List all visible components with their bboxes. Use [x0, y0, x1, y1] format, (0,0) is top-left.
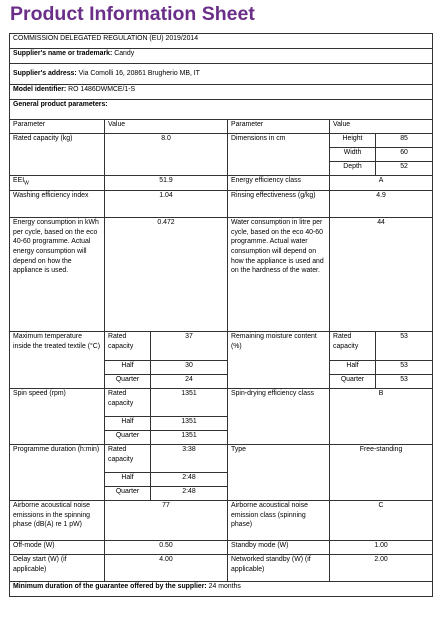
column-header-row: [10, 120, 433, 134]
supplier-label: Supplier's name or trademark:: [13, 50, 113, 57]
supplier-row: [10, 49, 433, 64]
spin-quarter: 1351: [151, 431, 228, 445]
delay-start-label: Delay start (W) (if applicable): [10, 555, 105, 582]
regulation-text: COMMISSION DELEGATED REGULATION (EU) 2019/2014: [10, 34, 433, 49]
washing-row: [10, 191, 433, 218]
moisture-half-label: Half: [330, 361, 376, 375]
guarantee-row: [10, 582, 433, 597]
rated-capacity-value: 8.0: [105, 134, 228, 176]
value-header-left: Value: [105, 120, 228, 134]
energy-cons-label: Energy consumption in kWh per cycle, based on the eco 40-60 programme. Actual energy consumption will depend on how the appliance is used.: [10, 218, 105, 332]
duration-quarter-label: Quarter: [105, 487, 151, 501]
param-header-left: Parameter: [10, 120, 105, 134]
general-header: General product parameters:: [10, 100, 433, 114]
spin-rated-label: Rated capacity: [105, 389, 151, 417]
depth-label: Depth: [330, 162, 376, 176]
spin-rated-row: [10, 389, 433, 417]
temp-rated-row: [10, 332, 433, 361]
duration-rated: 3:38: [151, 445, 228, 473]
value-header-right: Value: [330, 120, 433, 134]
networked-value: 2.00: [330, 555, 433, 582]
off-mode-value: 0.50: [105, 541, 228, 555]
spin-half: 1351: [151, 417, 228, 431]
max-temp-rated: 37: [151, 332, 228, 361]
water-cons-label: Water consumption in litre per cycle, based on the eco 40-60 programme. Actual water consumption will depend on how the appliance is used and on the hardness of the water.: [228, 218, 330, 332]
address-row: [10, 64, 433, 85]
max-temp-label: Maximum temperature inside the treated textile (°C): [10, 332, 105, 389]
duration-label: Programme duration (h:min): [10, 445, 105, 501]
duration-half: 2:48: [151, 473, 228, 487]
page-title: Product Information Sheet: [10, 3, 255, 25]
spin-rated: 1351: [151, 389, 228, 417]
guarantee-label: Minimum duration of the guarantee offered by the supplier:: [13, 583, 207, 590]
param-header-right: Parameter: [228, 120, 330, 134]
spin-class-value: B: [330, 389, 433, 445]
spin-quarter-label: Quarter: [105, 431, 151, 445]
eei-row: [10, 176, 433, 191]
eei-value: 51.9: [105, 176, 228, 191]
address-label: Supplier's address:: [13, 70, 77, 78]
delay-start-value: 4.00: [105, 555, 228, 582]
noise-class-value: C: [330, 501, 433, 541]
width-label: Width: [330, 148, 376, 162]
duration-half-label: Half: [105, 473, 151, 487]
washing-eff-label: Washing efficiency index: [10, 191, 105, 218]
moisture-rated: 53: [376, 332, 433, 361]
consumption-row: [10, 218, 433, 332]
water-cons-value: 44: [330, 218, 433, 332]
rinsing-eff-value: 4.9: [330, 191, 433, 218]
duration-rated-label: Rated capacity: [105, 445, 151, 473]
noise-class-label: Airborne acoustical noise emission class (spinning phase): [228, 501, 330, 541]
general-header-row: [10, 100, 433, 114]
energy-class-value: A: [330, 176, 433, 191]
height-label: Height: [330, 134, 376, 148]
spin-speed-label: Spin speed (rpm): [10, 389, 105, 445]
max-temp-quarter-label: Quarter: [105, 375, 151, 389]
moisture-quarter-label: Quarter: [330, 375, 376, 389]
max-temp-quarter: 24: [151, 375, 228, 389]
model-row: [10, 85, 433, 100]
eei-label: $EEI_W$: [10, 176, 105, 191]
max-temp-half-label: Half: [105, 361, 151, 375]
width-value: 60: [376, 148, 433, 162]
rated-capacity-label: Rated capacity (kg): [10, 134, 105, 176]
duration-quarter: 2:48: [151, 487, 228, 501]
info-table: [9, 33, 433, 597]
capacity-row: [10, 134, 433, 148]
moisture-label: Remaining moisture content (%): [228, 332, 330, 389]
depth-value: 52: [376, 162, 433, 176]
height-value: 85: [376, 134, 433, 148]
off-mode-label: Off-mode (W): [10, 541, 105, 555]
duration-rated-row: [10, 445, 433, 473]
standby-value: 1.00: [330, 541, 433, 555]
off-mode-row: [10, 541, 433, 555]
delay-row: [10, 555, 433, 582]
noise-value: 77: [105, 501, 228, 541]
noise-row: [10, 501, 433, 541]
spin-class-label: Spin-drying efficiency class: [228, 389, 330, 445]
type-value: Free-standing: [330, 445, 433, 501]
energy-class-label: Energy efficiency class: [228, 176, 330, 191]
model-label: Model identifier:: [13, 86, 67, 93]
dimensions-label: Dimensions in cm: [228, 134, 330, 176]
guarantee-value: 24 months: [208, 583, 241, 590]
energy-cons-value: 0.472: [105, 218, 228, 332]
supplier-value: Candy: [114, 50, 135, 57]
noise-label: Airborne acoustical noise emissions in the spinning phase (dB(A) re 1 pW): [10, 501, 105, 541]
address-value: Via Comolli 16, 20861 Brugherio MB, IT: [78, 70, 200, 78]
moisture-quarter: 53: [376, 375, 433, 389]
max-temp-half: 30: [151, 361, 228, 375]
washing-eff-value: 1.04: [105, 191, 228, 218]
model-value: RO 1486DWMCE/1-S: [68, 86, 136, 93]
type-label: Type: [228, 445, 330, 501]
networked-label: Networked standby (W) (if applicable): [228, 555, 330, 582]
spin-half-label: Half: [105, 417, 151, 431]
rinsing-eff-label: Rinsing effectiveness (g/kg): [228, 191, 330, 218]
standby-label: Standby mode (W): [228, 541, 330, 555]
regulation-row: [10, 34, 433, 49]
moisture-rated-label: Rated capacity: [330, 332, 376, 361]
max-temp-rated-label: Rated capacity: [105, 332, 151, 361]
moisture-half: 53: [376, 361, 433, 375]
